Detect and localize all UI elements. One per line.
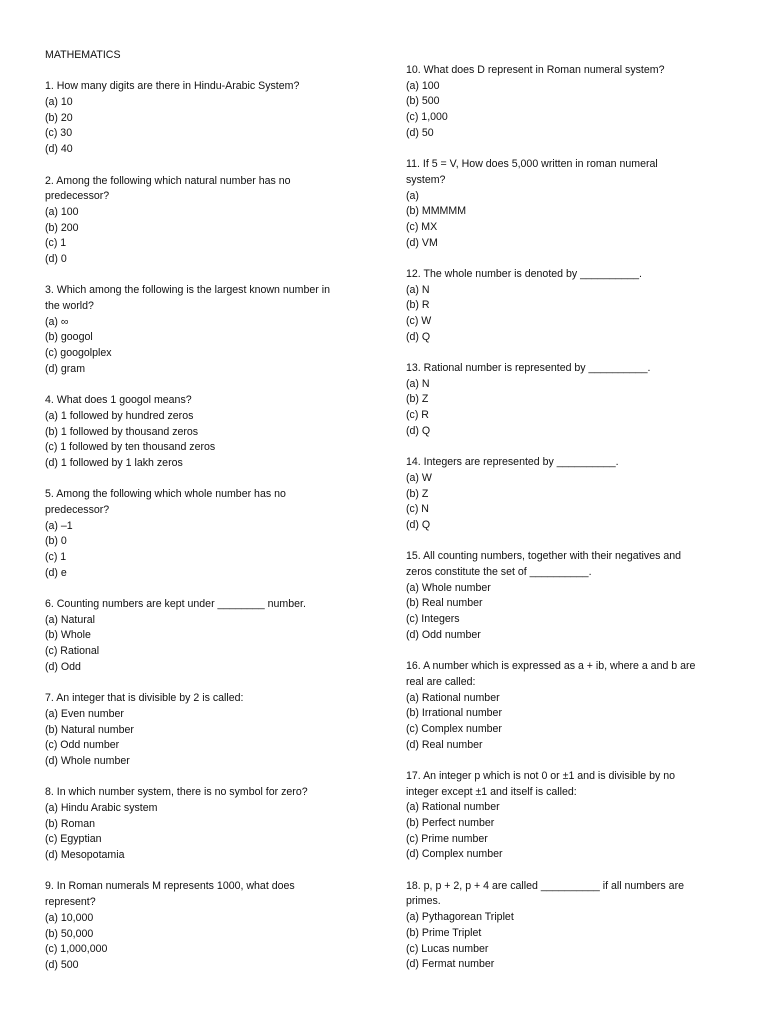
answer-option: (b) Whole: [45, 629, 91, 642]
question-block: [45, 393, 365, 471]
page-title: MATHEMATICS: [45, 49, 121, 61]
answer-option: (d) 40: [45, 143, 73, 156]
question-text: 13. Rational number is represented by __________.: [406, 362, 651, 375]
answer-option: (c) Rational: [45, 645, 100, 658]
question-text: 1. How many digits are there in Hindu-Arabic System?: [45, 80, 300, 93]
answer-option: (c) Odd number: [45, 739, 120, 752]
question-text: 11. If 5 = V, How does 5,000 written in roman numeral: [406, 158, 658, 171]
answer-option: (c) 1 followed by ten thousand zeros: [45, 441, 216, 454]
question-block: [406, 769, 726, 863]
answer-option: (c) Egyptian: [45, 833, 102, 846]
answer-option: (b) Irrational number: [406, 707, 502, 720]
answer-option: (b) 50,000: [45, 927, 94, 940]
question-text: 18. p, p + 2, p + 4 are called __________ if all numbers are: [406, 879, 684, 892]
answer-option: (d) Real number: [406, 738, 483, 751]
question-block: [45, 174, 365, 268]
answer-option: (a) Whole number: [406, 581, 491, 594]
answer-option: (a) 100: [406, 79, 440, 92]
answer-option: (d) Q: [406, 518, 431, 531]
answer-option: (d) Complex number: [406, 848, 503, 861]
answer-option: (a) 10: [45, 96, 73, 109]
answer-option: (a) Hindu Arabic system: [45, 802, 158, 814]
answer-option: (a) 100: [45, 205, 79, 218]
answer-option: (c) Integers: [406, 613, 460, 626]
answer-option: (a) Rational number: [406, 691, 500, 704]
answer-option: (b) 500: [406, 95, 440, 108]
question-text: 14. Integers are represented by __________.: [406, 456, 619, 469]
answer-option: (d) Whole number: [45, 754, 130, 767]
answer-option: (a) 10,000: [45, 911, 94, 924]
answer-option: (d) 1 followed by 1 lakh zeros: [45, 456, 183, 469]
question-block: [406, 659, 726, 753]
answer-option: (d) Fermat number: [406, 958, 495, 971]
question-block: [406, 455, 726, 533]
question-text: predecessor?: [45, 190, 110, 203]
question-block: [45, 691, 365, 769]
answer-option: (a) ∞: [45, 315, 69, 328]
answer-option: (b) Z: [406, 487, 429, 500]
answer-option: (d) Odd number: [406, 628, 481, 641]
question-text: 10. What does D represent in Roman numeral system?: [406, 64, 665, 76]
answer-option: (a) –1: [45, 519, 73, 532]
answer-option: (b) MMMMM: [406, 205, 467, 218]
answer-option: (d) VM: [406, 236, 438, 249]
answer-option: (a) Pythagorean Triplet: [406, 911, 514, 924]
question-text: 7. An integer that is divisible by 2 is called:: [45, 692, 244, 705]
question-text: represent?: [45, 896, 96, 909]
question-text: 9. In Roman numerals M represents 1000, what does: [45, 880, 295, 893]
right-column: [406, 63, 726, 973]
answer-option: (b) 0: [45, 535, 67, 548]
question-block: [45, 283, 365, 377]
question-block: [45, 487, 365, 581]
question-text: 8. In which number system, there is no symbol for zero?: [45, 786, 308, 799]
answer-option: (d) e: [45, 566, 67, 579]
question-text: 5. Among the following which whole number has no: [45, 488, 286, 501]
answer-option: (d) gram: [45, 362, 86, 375]
question-text: the world?: [45, 300, 94, 312]
answer-option: (c) 1,000,000: [45, 943, 108, 956]
answer-option: (d) Q: [406, 330, 431, 343]
answer-option: (c) R: [406, 409, 429, 422]
answer-option: (d) Mesopotamia: [45, 849, 125, 862]
question-text: 12. The whole number is denoted by __________.: [406, 267, 642, 280]
answer-option: (b) Real number: [406, 597, 483, 610]
answer-option: (b) 20: [45, 111, 73, 124]
answer-option: (a) 1 followed by hundred zeros: [45, 409, 194, 422]
answer-option: (c) 1,000: [406, 111, 448, 124]
answer-option: (a) Even number: [45, 707, 124, 720]
answer-option: (a): [406, 189, 419, 202]
left-column: [45, 48, 365, 974]
question-text: 17. An integer p which is not 0 or ±1 and is divisible by no: [406, 769, 676, 782]
answer-option: (c) MX: [406, 220, 438, 233]
answer-option: (b) R: [406, 299, 430, 312]
answer-option: (c) Prime number: [406, 832, 488, 845]
answer-option: (c) 1: [45, 551, 67, 563]
question-text: 15. All counting numbers, together with their negatives and: [406, 550, 682, 563]
answer-option: (c) N: [406, 503, 429, 516]
answer-option: (d) 500: [45, 958, 79, 971]
question-list-left: [45, 79, 365, 973]
answer-option: (a) N: [406, 283, 430, 296]
answer-option: (c) Complex number: [406, 722, 502, 735]
question-list-right: [406, 63, 726, 973]
answer-option: (b) Roman: [45, 817, 96, 830]
question-text: 16. A number which is expressed as a + ib, where a and b are: [406, 660, 696, 673]
question-block: [406, 361, 726, 439]
answer-option: (b) 200: [45, 221, 79, 234]
answer-option: (b) Prime Triplet: [406, 926, 482, 939]
answer-option: (c) 30: [45, 127, 73, 140]
answer-option: (c) googolplex: [45, 347, 112, 360]
question-block: [406, 63, 726, 141]
question-text: 2. Among the following which natural number has no: [45, 174, 291, 187]
answer-option: (c) W: [406, 315, 432, 327]
question-block: [406, 267, 726, 345]
question-text: system?: [406, 173, 446, 186]
answer-option: (a) Natural: [45, 613, 96, 626]
question-text: 3. Which among the following is the largest known number in: [45, 284, 331, 297]
answer-option: (d) Odd: [45, 660, 81, 673]
question-text: 6. Counting numbers are kept under ________ number.: [45, 598, 306, 611]
answer-option: (c) Lucas number: [406, 942, 489, 955]
answer-option: (d) 0: [45, 252, 67, 265]
answer-option: (d) 50: [406, 126, 434, 139]
answer-option: (a) N: [406, 377, 430, 390]
question-block: [406, 549, 726, 643]
answer-option: (d) Q: [406, 424, 431, 437]
answer-option: (a) Rational number: [406, 801, 500, 814]
question-block: [45, 785, 365, 863]
answer-option: (b) Natural number: [45, 723, 134, 736]
answer-option: (b) Perfect number: [406, 817, 495, 829]
answer-option: (b) 1 followed by thousand zeros: [45, 425, 199, 438]
answer-option: (a) W: [406, 471, 432, 484]
question-text: zeros constitute the set of __________.: [406, 566, 592, 578]
question-text: primes.: [406, 895, 441, 908]
question-text: integer except ±1 and itself is called:: [406, 785, 577, 798]
question-text: 4. What does 1 googol means?: [45, 394, 192, 407]
question-block: [45, 597, 365, 675]
question-block: [406, 157, 726, 251]
answer-option: (b) Z: [406, 393, 429, 406]
question-text: real are called:: [406, 675, 476, 688]
answer-option: (b) googol: [45, 331, 93, 344]
question-block: [406, 879, 726, 973]
question-block: [45, 879, 365, 973]
answer-option: (c) 1: [45, 237, 67, 250]
question-block: [45, 79, 365, 157]
question-text: predecessor?: [45, 503, 110, 516]
